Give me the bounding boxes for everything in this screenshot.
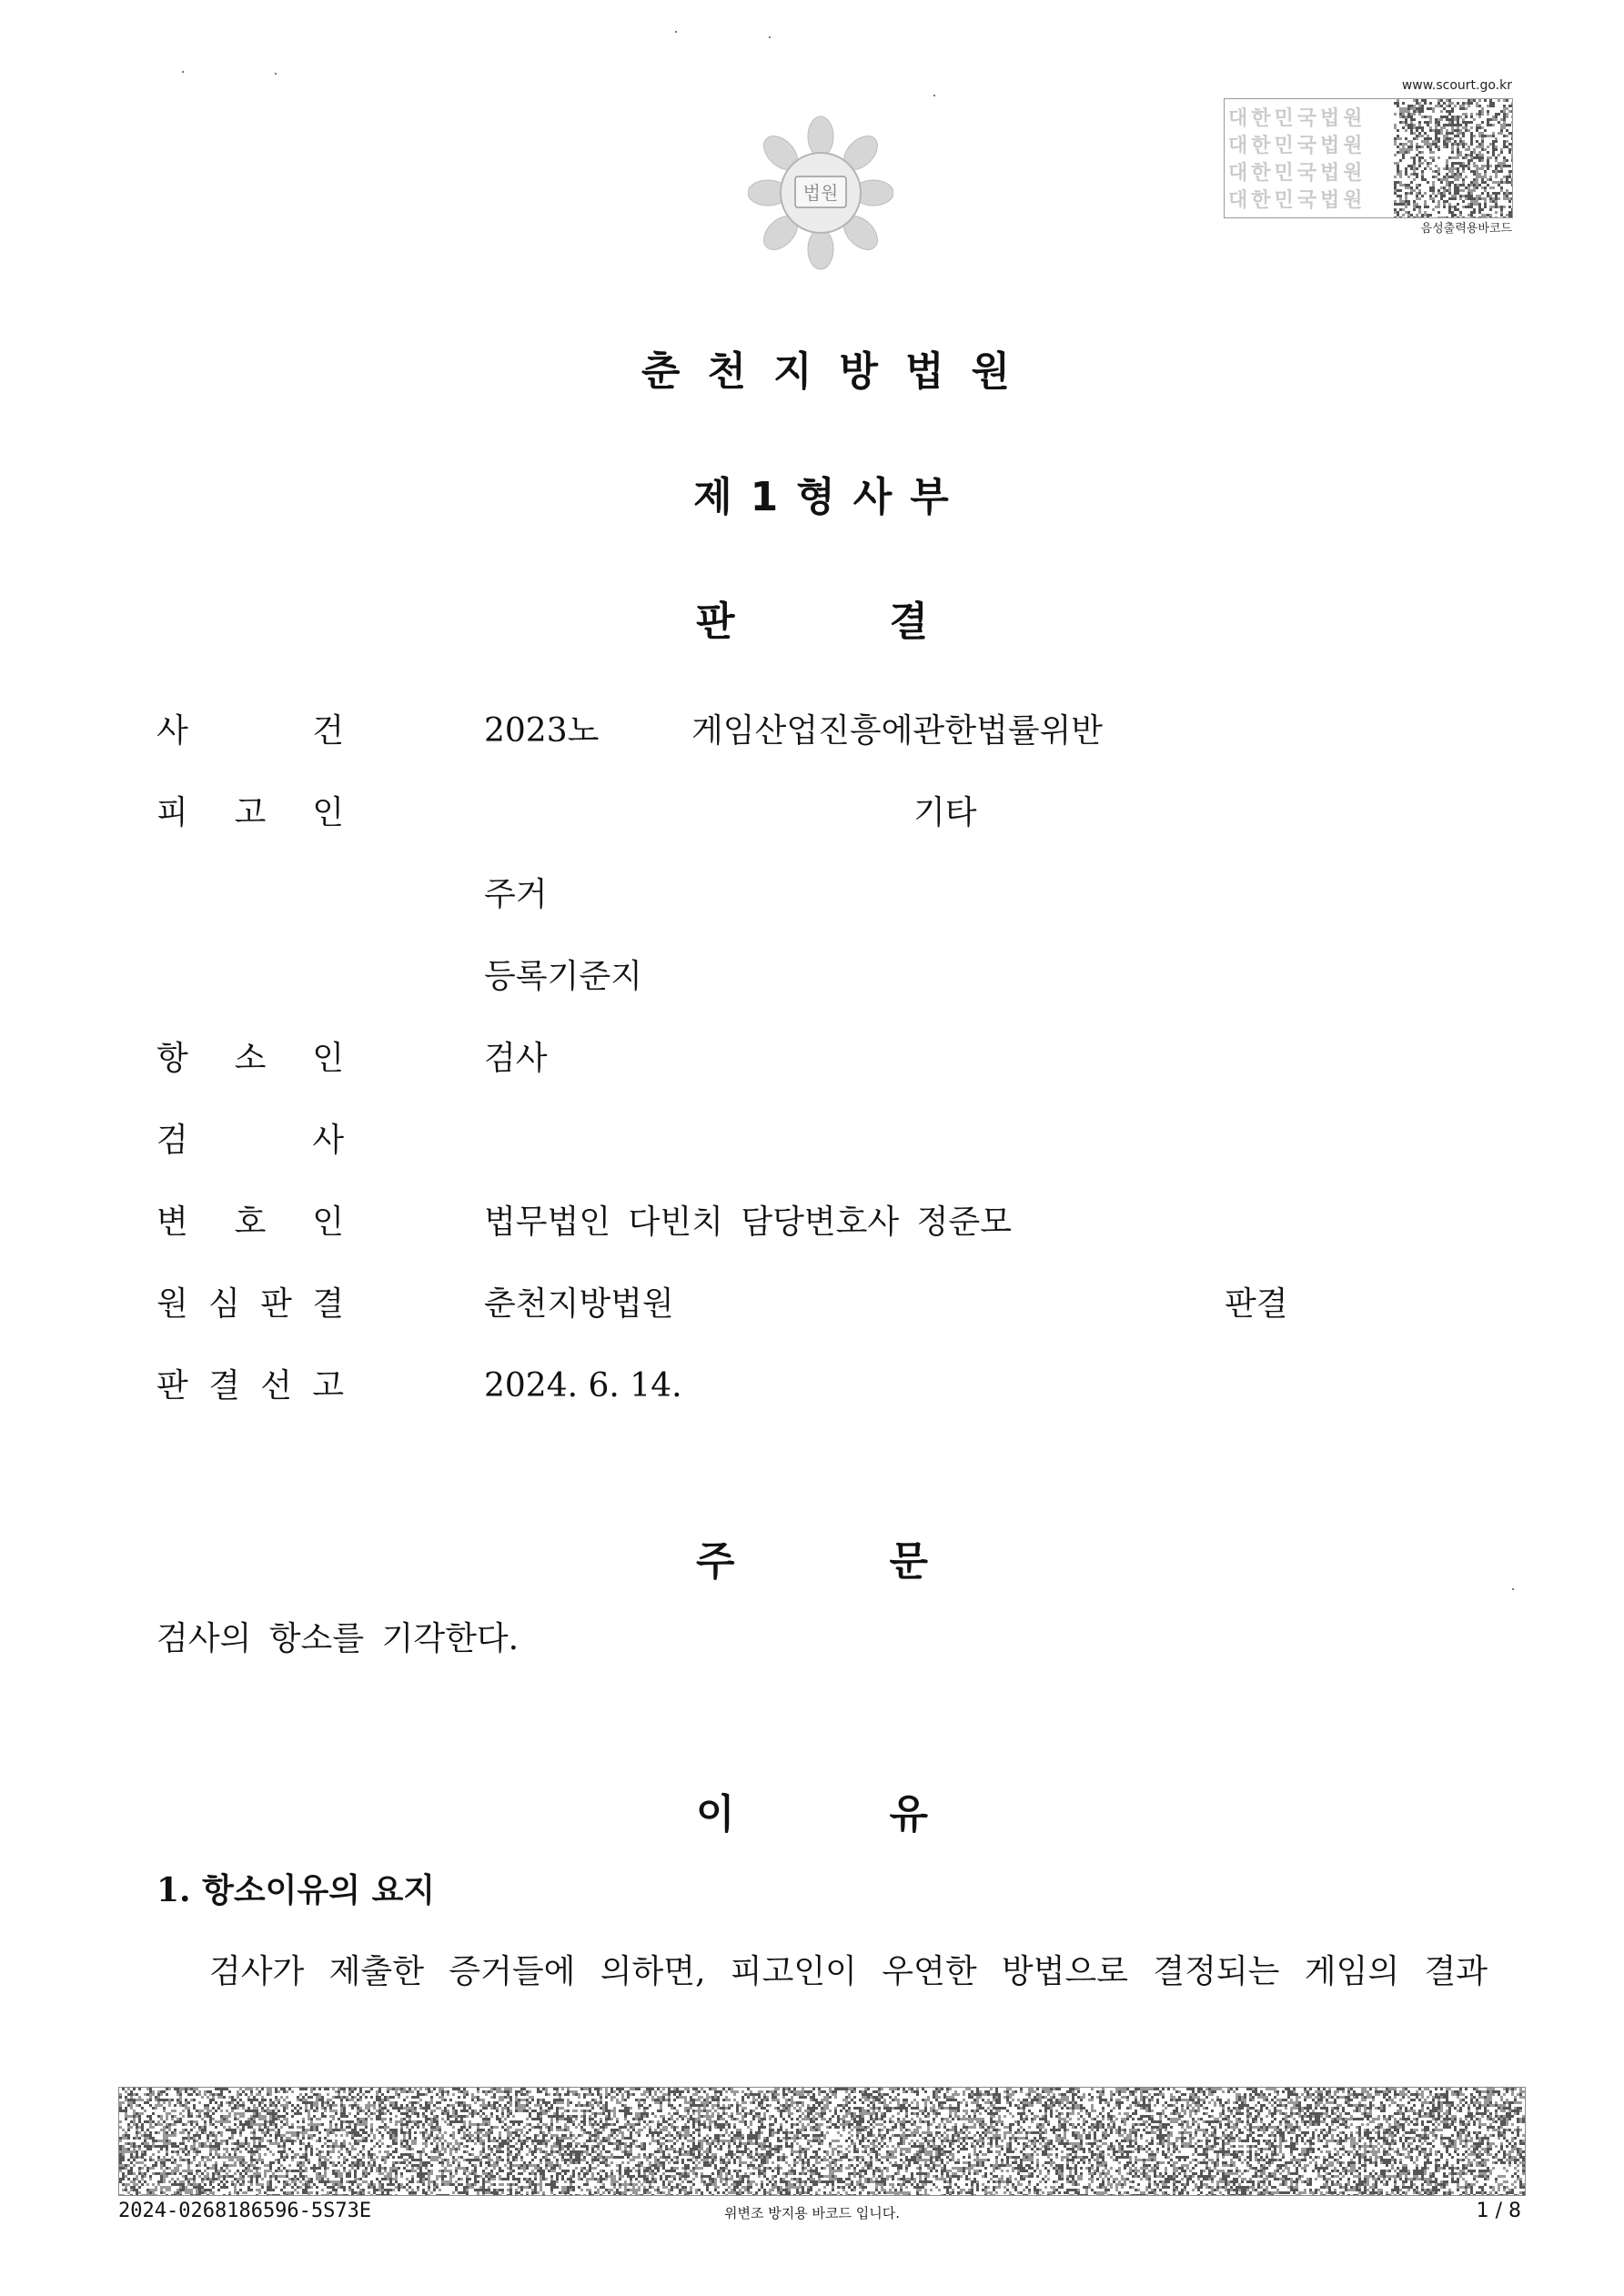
label-char: 판: [260, 1285, 292, 1323]
sentencing-date: 2024. 6. 14.: [484, 1367, 682, 1405]
label-char: 변: [156, 1203, 188, 1241]
reasons-heading: 1. 항소이유의 요지: [156, 1871, 436, 1909]
label-char: 인: [312, 1040, 344, 1077]
title-char: 이: [695, 1791, 735, 1838]
scan-speck: [275, 73, 277, 75]
case-label: [156, 711, 344, 751]
appellant-label: [156, 1039, 344, 1079]
label-char: 호: [234, 1203, 267, 1241]
sentencing-label: [156, 1366, 344, 1406]
original-judgment-label: [156, 1284, 344, 1324]
barcode-note: 위변조 방지용 바코드 입니다.: [724, 2205, 900, 2221]
document-type-title: [0, 589, 1624, 647]
document-id: 2024-0268186596-5S73E: [118, 2200, 372, 2222]
title-char: 주: [695, 1538, 735, 1585]
label-char: 판: [156, 1367, 188, 1405]
watermark-line: 대한민국법원: [1228, 162, 1367, 185]
residence-label: 주거: [484, 876, 548, 913]
court-emblem: [748, 111, 893, 275]
title-char: 유: [889, 1791, 929, 1838]
watermark-line: 대한민국법원: [1228, 189, 1367, 212]
anti-forgery-barcode: [118, 2087, 1526, 2196]
counsel-label: [156, 1203, 344, 1243]
title-char: 판: [695, 599, 735, 645]
watermark-line: 대한민국법원: [1228, 107, 1367, 130]
original-judgment-suffix: 판결: [1225, 1285, 1288, 1323]
title-char: 결: [889, 599, 929, 645]
label-char: 소: [234, 1040, 267, 1077]
disposition-title: [0, 1528, 1624, 1586]
label-char: 결: [208, 1367, 240, 1405]
label-char: 피: [156, 794, 188, 831]
label-char: 원: [156, 1285, 188, 1323]
label-char: 선: [260, 1367, 292, 1405]
label-char: 사: [312, 1122, 344, 1159]
barcode-pattern: [119, 2088, 1525, 2195]
page-number: 1 / 8: [1476, 2200, 1521, 2222]
title-char: 문: [889, 1538, 929, 1585]
scan-speck: [769, 36, 771, 38]
registry-label: 등록기준지: [484, 958, 642, 995]
case-name: 게임산업진흥에관한법률위반: [691, 712, 1104, 750]
voice-output-barcode: [1224, 98, 1513, 218]
scan-speck: [933, 95, 935, 96]
barcode-label: 음성출력용바코드: [1420, 222, 1512, 236]
label-char: 사: [156, 712, 188, 750]
label-char: 결: [312, 1285, 344, 1323]
defendant-label: [156, 793, 344, 833]
case-number: 2023노: [484, 712, 600, 750]
label-char: 인: [312, 1203, 344, 1241]
division-name: 제1형사부: [693, 474, 967, 520]
disposition-text: 검사의 항소를 기각한다.: [156, 1620, 519, 1657]
watermark-line: 대한민국법원: [1228, 135, 1367, 157]
barcode-pattern: [1394, 99, 1512, 217]
appellant-value: 검사: [484, 1040, 548, 1077]
label-char: 인: [312, 794, 344, 831]
counsel-value: 법무법인 다빈치 담당변호사 정준모: [484, 1203, 1012, 1241]
scan-speck: [1512, 1588, 1514, 1590]
reasons-title: [0, 1781, 1624, 1839]
original-court: 춘천지방법원: [484, 1285, 674, 1323]
label-char: 고: [234, 794, 267, 831]
defendant-occupation: 기타: [913, 794, 977, 831]
label-char: 검: [156, 1122, 188, 1159]
scan-speck: [182, 71, 184, 73]
court-url: www.scourt.go.kr: [1401, 78, 1512, 93]
label-char: 항: [156, 1040, 188, 1077]
reasons-first-line: 검사가 제출한 증거들에 의하면, 피고인이 우연한 방법으로 결정되는 게임의 결과: [209, 1953, 1488, 1990]
label-char: 건: [312, 712, 344, 750]
scan-speck: [675, 31, 677, 33]
label-char: 심: [208, 1285, 240, 1323]
emblem-text: 법원: [802, 182, 839, 204]
label-char: 고: [312, 1367, 344, 1405]
prosecutor-label: [156, 1121, 344, 1161]
court-name: 춘천지방법원: [641, 348, 1038, 395]
